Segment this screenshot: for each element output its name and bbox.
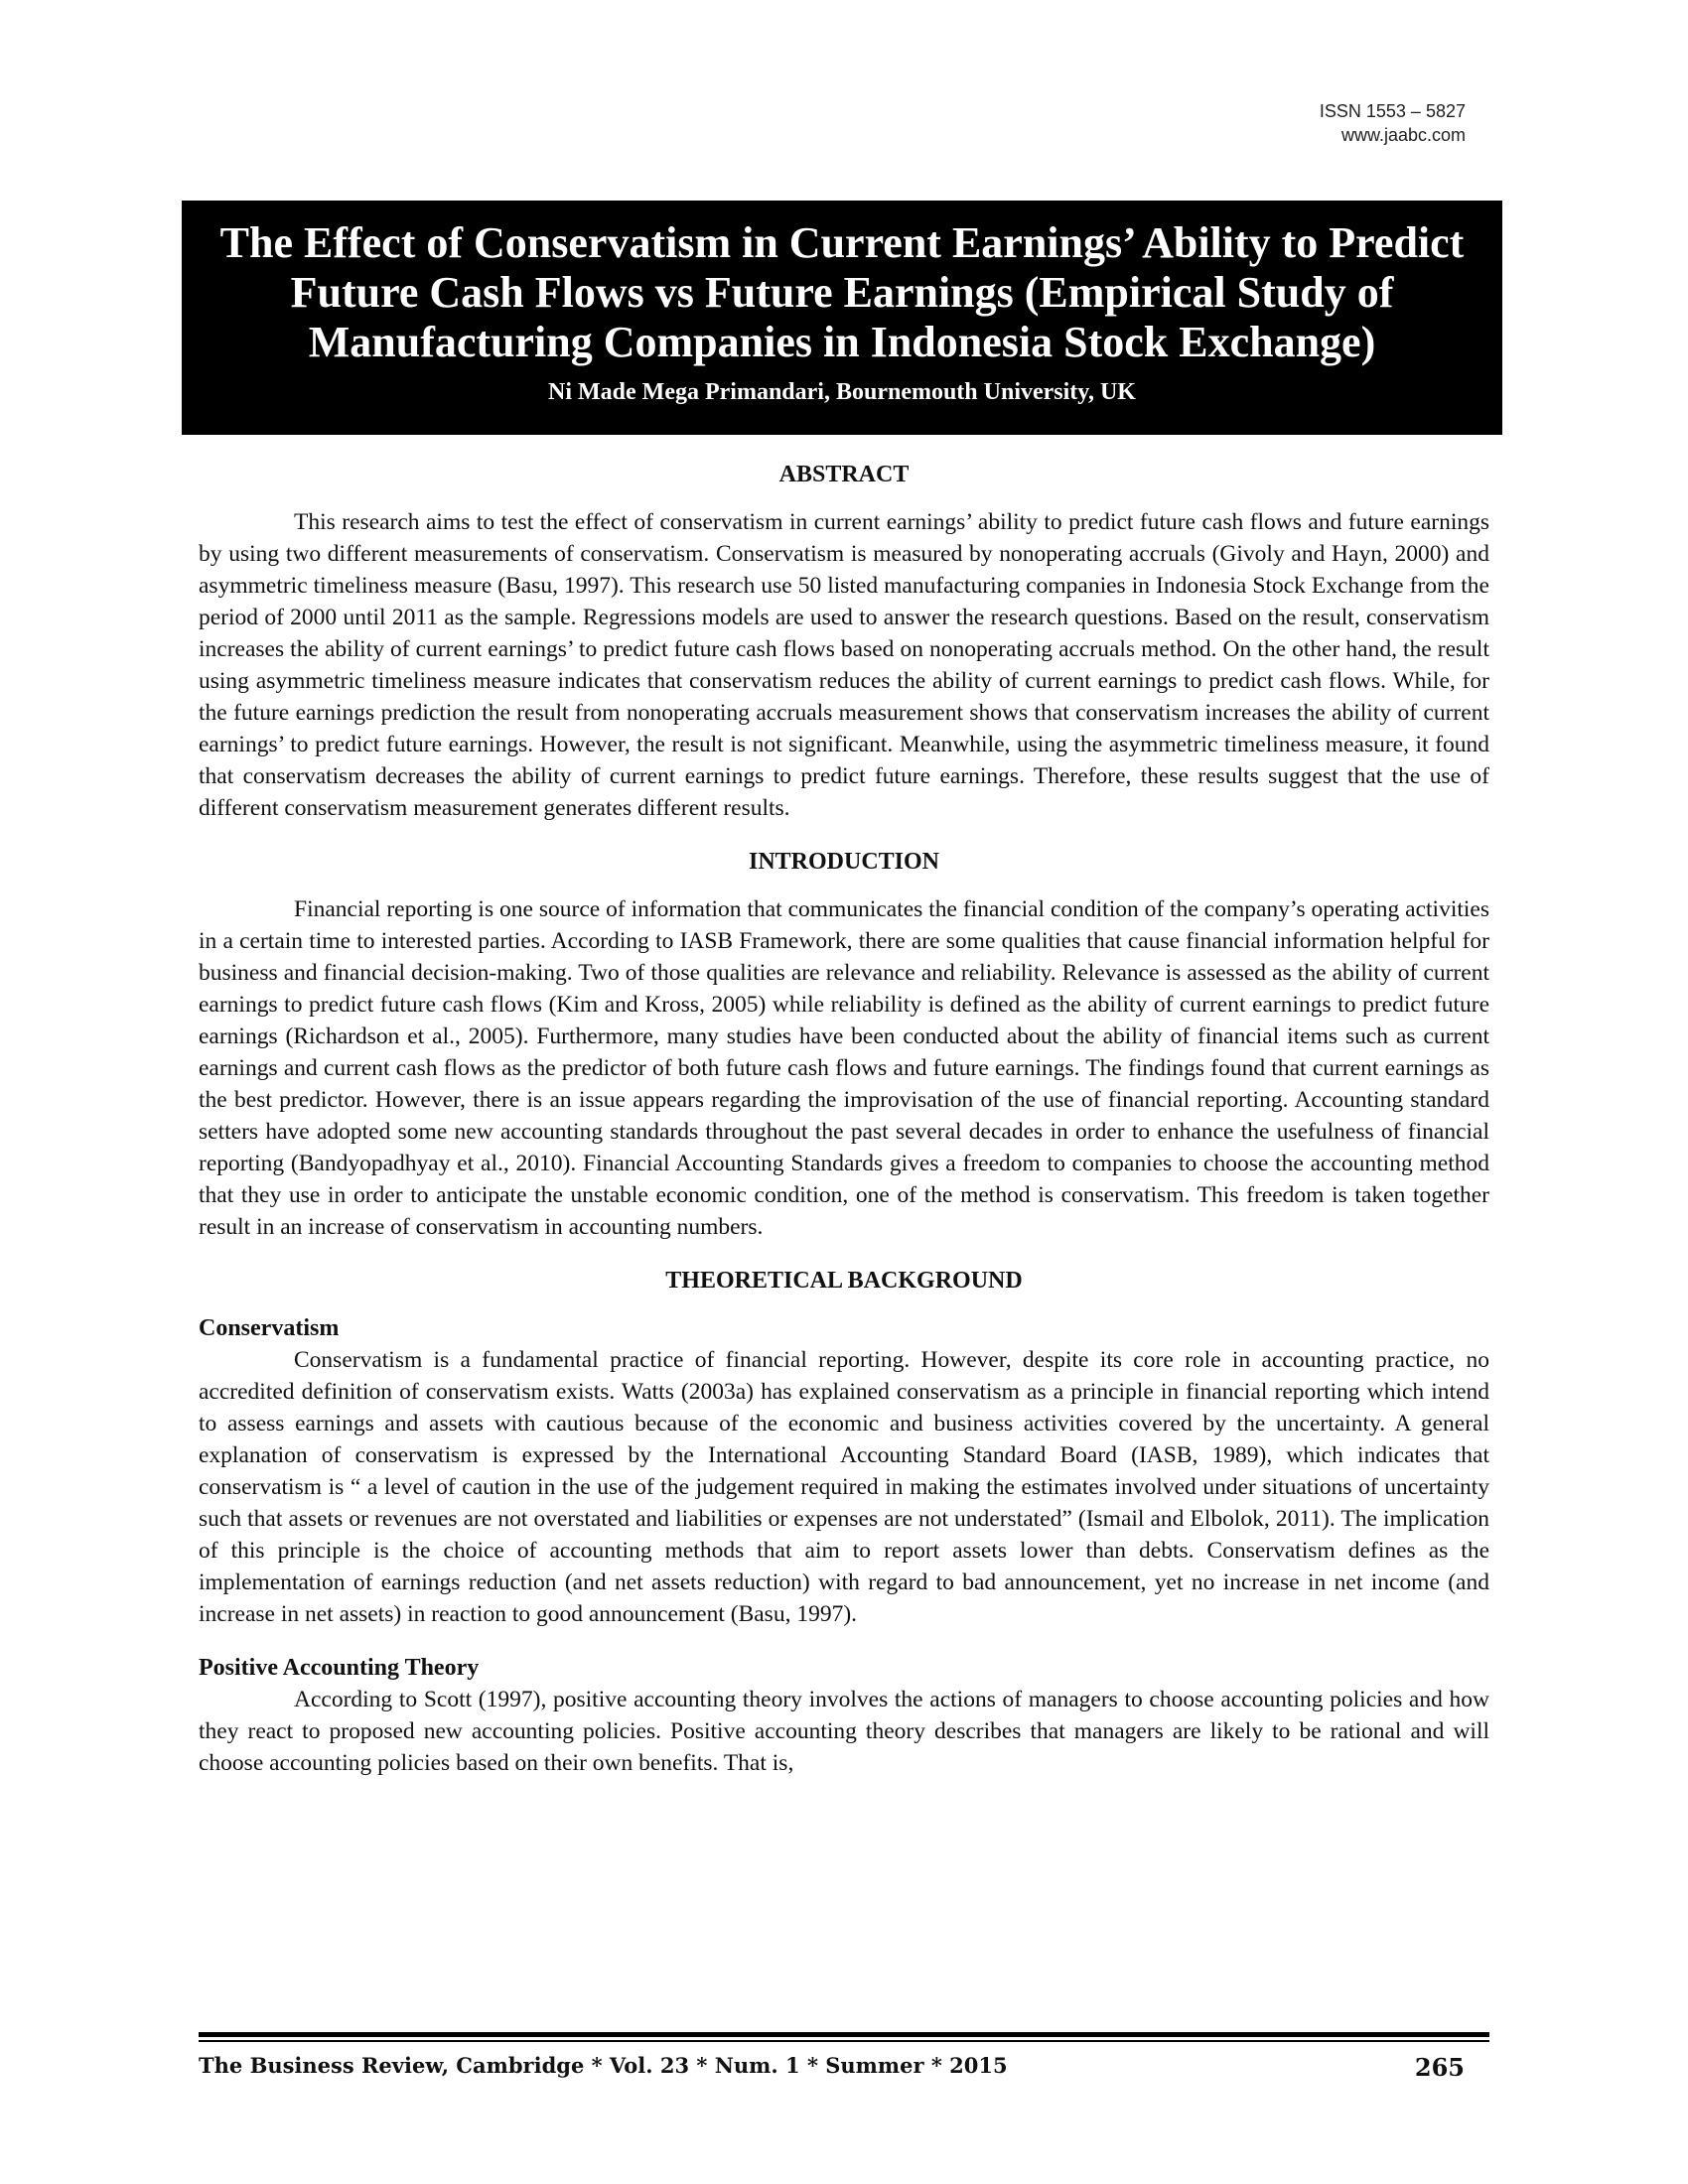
theoretical-background-heading: THEORETICAL BACKGROUND [665, 1268, 1023, 1294]
positive-accounting-theory-heading: Positive Accounting Theory [199, 1655, 480, 1681]
paper-title: The Effect of Conservatism in Current Earnings’ Ability to Predict Future Cash Flows vs Future Earnings (Empirical Study of Manufacturing Companies in Indonesia Stock Exchange) [219, 218, 1465, 366]
page-footer [199, 2053, 1465, 2082]
positive-accounting-theory-text: According to Scott (1997), positive accounting theory involves the actions of managers to choose accounting policies and how they react to proposed new accounting policies. Positive accounting theory describes that managers are likely to be rational and will choose accounting policies based on their own benefits. That is, [199, 1687, 1489, 1776]
page-number: 265 [1414, 2053, 1465, 2082]
abstract-text: This research aims to test the effect of conservatism in current earnings’ ability to predict future cash flows and future earnings by using two different measurements of conservatism. Conservatism is measured by nonoperating accruals (Givoly and Hayn, 2000) and asymmetric timeliness measure (Basu, 1997). This research use 50 listed manufacturing companies in Indonesia Stock Exchange from the period of 2000 until 2011 as the sample. Regressions models are used to answer the research questions. Based on the result, conservatism increases the ability of current earnings’ to predict future cash flows based on nonoperating accruals method. On the other hand, the result using asymmetric timeliness measure indicates that conservatism reduces the ability of current earnings to predict cash flows. While, for the future earnings prediction the result from nonoperating accruals measurement shows that conservatism increases the ability of current earnings’ to predict future earnings. However, the result is not significant. Meanwhile, using the asymmetric timeliness measure, it found that conservatism decreases the ability of current earnings to predict future earnings. Therefore, these results suggest that the use of different conservatism measurement generates different results. [199, 509, 1489, 821]
issn-number: ISSN 1553 – 5827 [1319, 101, 1466, 121]
footer-journal-citation: The Business Review, Cambridge * Vol. 23 * Num. 1 * Summer * 2015 [199, 2053, 1008, 2078]
author-line: Ni Made Mega Primandari, Bournemouth University, UK [548, 379, 1136, 405]
header-issn-block [1320, 99, 1466, 147]
article-body [199, 459, 1489, 1797]
abstract-heading: ABSTRACT [778, 462, 910, 487]
title-banner [182, 201, 1502, 435]
introduction-text: Financial reporting is one source of information that communicates the financial condition of the company’s operating activities in a certain time to interested parties. According to IASB Framework, there are some qualities that cause financial information helpful for business and financial decision-making. Two of those qualities are relevance and reliability. Relevance is assessed as the ability of current earnings to predict future cash flows (Kim and Kross, 2005) while reliability is defined as the ability of current earnings to predict future earnings (Richardson et al., 2005). Furthermore, many studies have been conducted about the ability of financial items such as current earnings and current cash flows as the predictor of both future cash flows and future earnings. The findings found that current earnings as the best predictor. However, there is an issue appears regarding the improvisation of the use of financial reporting. Accounting standard setters have adopted some new accounting standards throughout the past several decades in order to enhance the usefulness of financial reporting (Bandyopadhyay et al., 2010). Financial Accounting Standards gives a freedom to companies to choose the accounting method that they use in order to anticipate the unstable economic condition, one of the method is conservatism. This freedom is taken together result in an increase of conservatism in accounting numbers. [199, 896, 1489, 1240]
journal-website: www.jaabc.com [1340, 125, 1466, 145]
conservatism-heading: Conservatism [199, 1315, 340, 1341]
introduction-heading: INTRODUCTION [748, 849, 940, 875]
footer-rule-thick [199, 2032, 1489, 2037]
conservatism-text: Conservatism is a fundamental practice of financial reporting. However, despite its core role in accounting practice, no accredited definition of conservatism exists. Watts (2003a) has explained conservatism as a principle in financial reporting which intend to assess earnings and assets with cautious because of the economic and business activities covered by the uncertainty. A general explanation of conservatism is expressed by the International Accounting Standard Board (IASB, 1989), which indicates that conservatism is “ a level of caution in the use of the judgement required in making the estimates involved under situations of uncertainty such that assets or revenues are not overstated and liabilities or expenses are not understated” (Ismail and Elbolok, 2011). The implication of this principle is the choice of accounting methods that aim to report assets lower than debts. Conservatism defines as the implementation of earnings reduction (and net assets reduction) with regard to bad announcement, yet no increase in net income (and increase in net assets) in reaction to good announcement (Basu, 1997). [199, 1347, 1489, 1627]
footer-rule-thin [199, 2040, 1489, 2042]
